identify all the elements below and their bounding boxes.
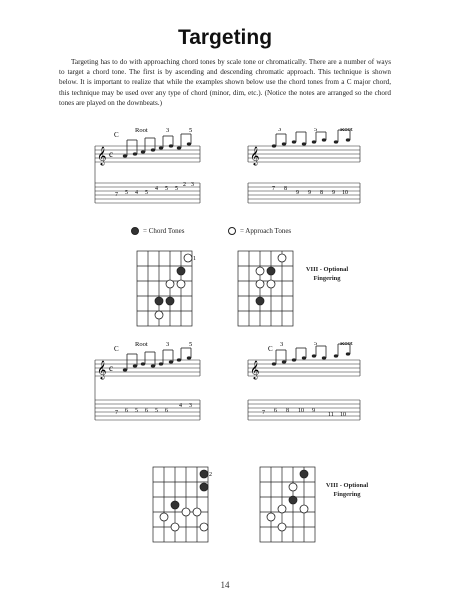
svg-text:9: 9 <box>296 190 299 196</box>
fretboard-diagram-1 <box>135 249 205 329</box>
treble-clef-icon: 𝄞 <box>250 362 260 379</box>
svg-text:c: c <box>109 363 113 373</box>
svg-text:5: 5 <box>175 186 178 192</box>
svg-text:2: 2 <box>183 182 186 188</box>
svg-text:7: 7 <box>262 410 265 416</box>
svg-text:3: 3 <box>189 403 192 409</box>
svg-text:10: 10 <box>340 412 346 418</box>
label-3: 3 <box>166 128 170 134</box>
label-root: Root <box>340 342 353 347</box>
open-circle-icon <box>228 227 236 235</box>
svg-text:3: 3 <box>191 182 194 188</box>
chord-symbol: C <box>114 345 119 353</box>
svg-text:8: 8 <box>320 190 323 196</box>
notation-example-2 <box>240 128 365 223</box>
legend-chord-tones: = Chord Tones <box>131 227 184 235</box>
svg-text:11: 11 <box>328 412 334 418</box>
label-root: Root <box>135 342 148 348</box>
page-title: Targeting <box>177 26 273 49</box>
fretboard-diagram-2 <box>236 249 296 329</box>
label-3: 3 <box>166 342 170 348</box>
svg-text:6: 6 <box>125 408 128 414</box>
treble-clef-icon: 𝄞 <box>97 148 107 165</box>
svg-text:9: 9 <box>308 190 311 196</box>
chord-symbol: C <box>114 131 119 139</box>
svg-text:7: 7 <box>115 192 118 198</box>
fretboard-diagram-3 <box>151 465 221 545</box>
svg-text:2: 2 <box>209 472 212 478</box>
label-3: 3 <box>280 342 284 348</box>
svg-text:7: 7 <box>272 186 275 192</box>
treble-clef-icon: 𝄞 <box>250 148 260 165</box>
notation-example-3 <box>85 342 205 437</box>
svg-text:10: 10 <box>298 408 304 414</box>
svg-text:4: 4 <box>155 186 158 192</box>
svg-text:5: 5 <box>165 186 168 192</box>
notation-example-4 <box>240 342 365 437</box>
label-5: 5 <box>189 342 193 348</box>
svg-text:7: 7 <box>115 410 118 416</box>
svg-text:10: 10 <box>342 190 348 196</box>
optional-fingering-note-2: VIII - Optional Fingering <box>325 482 369 498</box>
svg-text:8: 8 <box>284 186 287 192</box>
svg-text:1: 1 <box>193 256 196 262</box>
svg-text:6: 6 <box>274 408 277 414</box>
intro-paragraph: Targeting has to do with approaching chord tones by scale tone or chromatically. There are a number of ways to target a chord tone. The first is by ascending and descending chromatic approach. This technique is shown below. It is important to realize that while the examples shown below use the chord tones from a C major chord, this technique may be used over any type of chord (minor, dim, etc.). (Notice the notes are arranged so the chord tones are played on the downbeats.) <box>59 58 391 107</box>
svg-text:5: 5 <box>135 408 138 414</box>
svg-text:8: 8 <box>286 408 289 414</box>
svg-text:5: 5 <box>155 408 158 414</box>
filled-circle-icon <box>131 227 139 235</box>
svg-text:c: c <box>109 149 113 159</box>
treble-clef-icon: 𝄞 <box>97 362 107 379</box>
notation-example-1 <box>85 128 205 223</box>
label-5: 5 <box>314 342 318 347</box>
fretboard-diagram-4 <box>258 465 318 545</box>
legend-approach-tones: = Approach Tones <box>228 227 291 235</box>
svg-text:9: 9 <box>312 408 315 414</box>
svg-text:6: 6 <box>165 408 168 414</box>
svg-text:5: 5 <box>125 190 128 196</box>
page-number: 14 <box>220 580 230 590</box>
svg-text:5: 5 <box>145 190 148 196</box>
svg-text:4: 4 <box>179 403 182 409</box>
svg-text:4: 4 <box>135 190 138 196</box>
optional-fingering-note-1: VIII - Optional Fingering <box>305 266 349 282</box>
label-5: 5 <box>314 128 318 133</box>
label-5: 5 <box>189 128 193 134</box>
label-3: 3 <box>278 128 282 133</box>
svg-text:9: 9 <box>332 190 335 196</box>
svg-text:6: 6 <box>145 408 148 414</box>
label-root: Root <box>135 128 148 134</box>
chord-symbol: C <box>268 345 273 353</box>
label-root: Root <box>340 128 353 133</box>
